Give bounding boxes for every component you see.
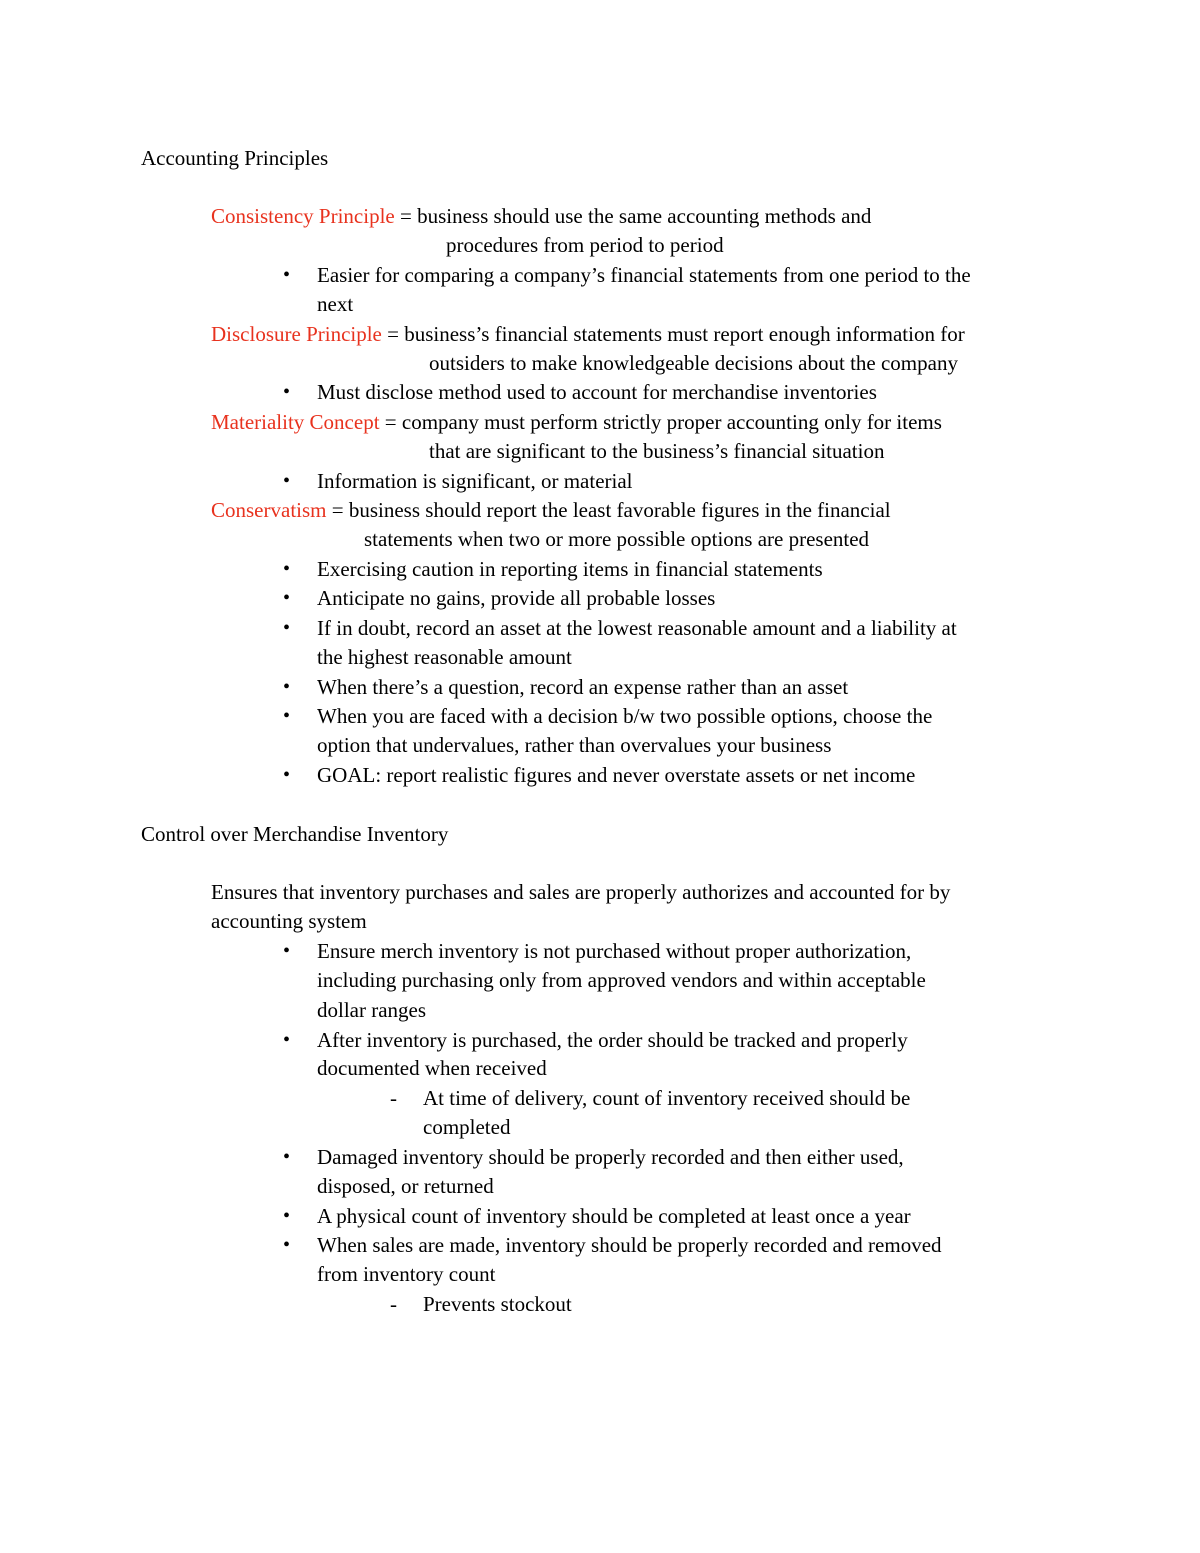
disclosure-definition [211, 319, 965, 349]
definition-text: = company must perform strictly proper accounting only for items [379, 410, 942, 434]
term-consistency-principle: Consistency Principle [211, 204, 395, 228]
bullet-item-continuation: including purchasing only from approved vendors and within acceptable [317, 968, 926, 992]
bullet-icon: • [283, 1029, 291, 1051]
bullet-item: Ensure merch inventory is not purchased without proper authorization, [317, 939, 912, 963]
bullet-icon: • [283, 940, 291, 962]
section-heading-control-over-inventory: Control over Merchandise Inventory [141, 822, 449, 846]
definition-text: = business should use the same accounting methods and [394, 204, 872, 228]
bullet-icon: • [283, 676, 291, 698]
bullet-item-continuation: option that undervalues, rather than overvalues your business [317, 733, 832, 757]
bullet-icon: • [283, 764, 291, 786]
term-conservatism: Conservatism [211, 498, 327, 522]
bullet-icon: • [283, 587, 291, 609]
intro-paragraph: Ensures that inventory purchases and sales are properly authorizes and accounted for by [211, 880, 951, 904]
sub-item-continuation: completed [423, 1115, 511, 1139]
definition-continuation: statements when two or more possible options are presented [364, 527, 870, 551]
dash-icon: - [390, 1086, 397, 1110]
bullet-item-continuation: documented when received [317, 1056, 547, 1080]
bullet-item-continuation: dollar ranges [317, 998, 427, 1022]
materiality-definition [211, 407, 942, 437]
sub-item: At time of delivery, count of inventory received should be [423, 1086, 911, 1110]
bullet-item: When there’s a question, record an expense rather than an asset [317, 675, 849, 699]
bullet-icon: • [283, 1234, 291, 1256]
bullet-icon: • [283, 264, 291, 286]
bullet-item: Information is significant, or material [317, 469, 633, 493]
bullet-icon: • [283, 381, 291, 403]
bullet-item: When sales are made, inventory should be properly recorded and removed [317, 1233, 942, 1257]
bullet-item: Must disclose method used to account for merchandise inventories [317, 380, 877, 404]
bullet-item: Damaged inventory should be properly recorded and then either used, [317, 1145, 904, 1169]
bullet-item: Easier for comparing a company’s financial statements from one period to the [317, 263, 971, 287]
bullet-item: A physical count of inventory should be completed at least once a year [317, 1204, 911, 1228]
definition-text: = business should report the least favorable figures in the financial [326, 498, 891, 522]
definition-continuation: procedures from period to period [446, 233, 724, 257]
bullet-icon: • [283, 558, 291, 580]
definition-text: = business’s financial statements must report enough information for [381, 322, 965, 346]
bullet-icon: • [283, 705, 291, 727]
term-disclosure-principle: Disclosure Principle [211, 322, 382, 346]
bullet-item: When you are faced with a decision b/w two possible options, choose the [317, 704, 933, 728]
definition-continuation: outsiders to make knowledgeable decisions about the company [429, 351, 958, 375]
consistency-definition [211, 201, 871, 231]
intro-paragraph-continuation: accounting system [211, 909, 367, 933]
bullet-icon: • [283, 470, 291, 492]
bullet-item: After inventory is purchased, the order should be tracked and properly [317, 1028, 908, 1052]
bullet-icon: • [283, 1146, 291, 1168]
dash-icon: - [390, 1292, 397, 1316]
conservatism-definition [211, 495, 891, 525]
bullet-item-continuation: the highest reasonable amount [317, 645, 572, 669]
bullet-icon: • [283, 617, 291, 639]
term-materiality-concept: Materiality Concept [211, 410, 380, 434]
bullet-item-continuation: next [317, 292, 354, 316]
bullet-item-continuation: disposed, or returned [317, 1174, 494, 1198]
definition-continuation: that are significant to the business’s financial situation [429, 439, 885, 463]
bullet-icon: • [283, 1205, 291, 1227]
bullet-item: If in doubt, record an asset at the lowest reasonable amount and a liability at [317, 616, 957, 640]
bullet-item: GOAL: report realistic figures and never overstate assets or net income [317, 763, 916, 787]
bullet-item-continuation: from inventory count [317, 1262, 496, 1286]
bullet-item: Exercising caution in reporting items in financial statements [317, 557, 823, 581]
sub-item: Prevents stockout [423, 1292, 572, 1316]
bullet-item: Anticipate no gains, provide all probable losses [317, 586, 716, 610]
section-heading-accounting-principles: Accounting Principles [141, 146, 329, 170]
